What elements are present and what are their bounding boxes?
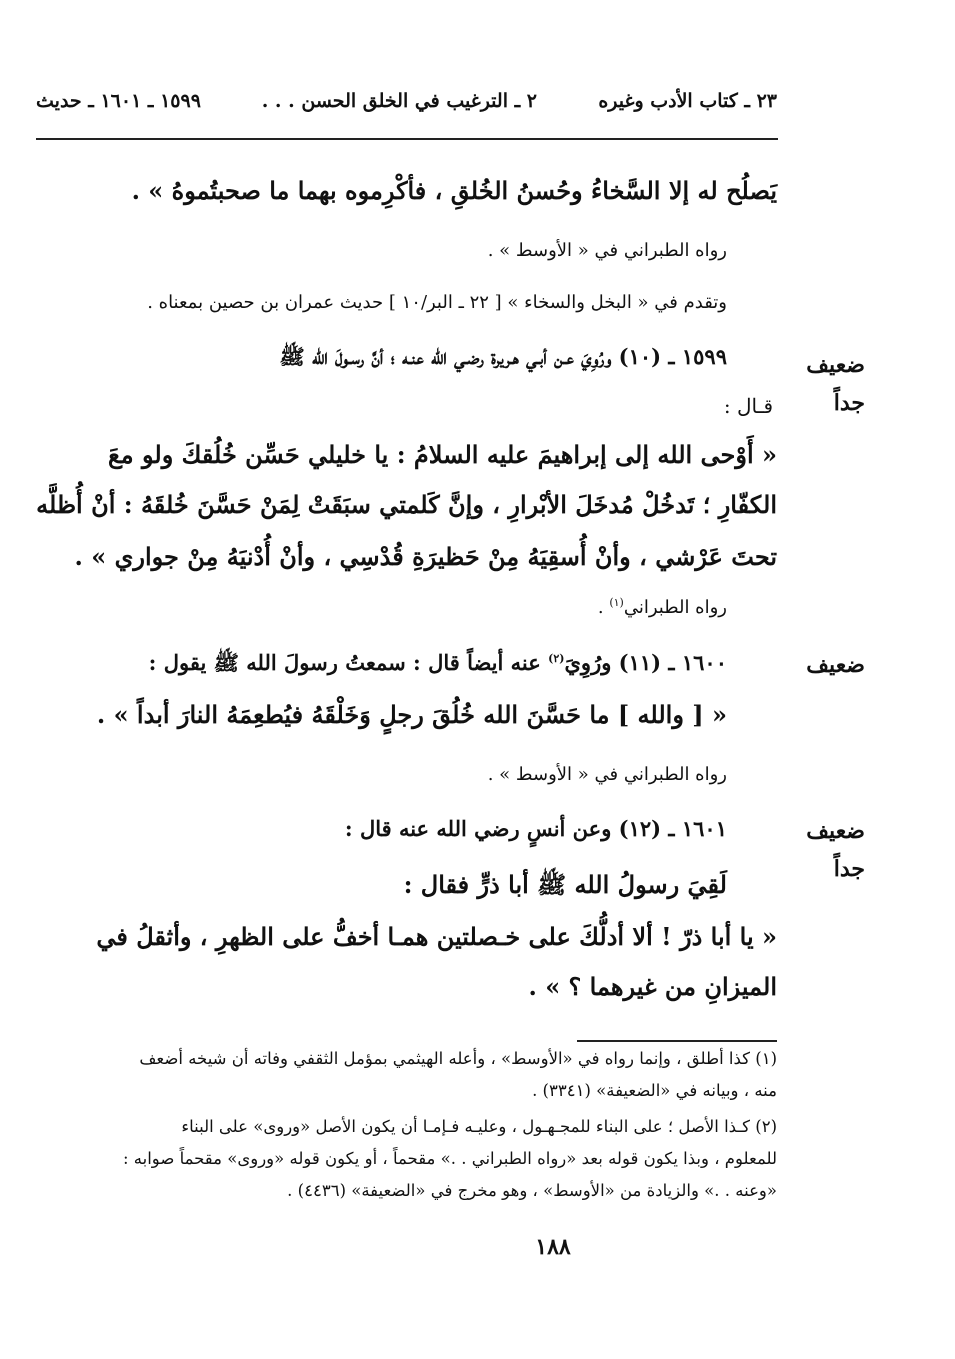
quote-line: الكفّارِ ؛ تَدخُلْ مُدخَلَ الأبْرارِ ، وإنَّ كَلمتي سبَقَتْ لِمَنْ حَسَّنَ خُلقَهُ : أنْ أُظلَّه: [36, 490, 777, 519]
header-rule: [36, 138, 778, 140]
hadith-intro: عنه أيضاً قال : سمعتُ رسولَ الله ﷺ يقول :: [148, 650, 549, 675]
cross-reference: وتقدم في « البخل والسخاء » [ ٢٢ ـ البر/١٠ ] حديث عمران بن حصين بمعناه .: [147, 292, 727, 313]
source-note: رواه الطبراني في « الأوسط » .: [487, 240, 727, 261]
grade-qualifier: جداً: [833, 856, 865, 882]
source-text: رواه الطبراني: [623, 597, 727, 618]
header-chapter-title: ٢ ـ الترغيب في الخلق الحسن . . .: [261, 90, 537, 112]
footnote-rule: [577, 1040, 777, 1042]
text-line: يَصلُح له إلا السَّخاءُ وحُسنُ الخُلقِ ، فأكْرِموه بهما ما صحبتُموهُ » .: [131, 176, 777, 205]
hadith-header-1601: ١٦٠١ ـ (١٢) وعن أنسٍ رضي الله عنه قال :: [344, 816, 727, 841]
hadith-header-1599: ١٥٩٩ ـ (١٠) ورُوِيَ عـن أبـي هـريرة رضـي الله عنـه ؛ أنَّ رسـولَ الله ﷺ: [279, 344, 727, 369]
source-note: [598, 596, 727, 618]
footnote: «وعنه . .» والزيادة من «الأوسط» ، وهو مخرج في «الضعيفة» (٤٤٣٦) .: [287, 1181, 777, 1200]
footnote: للمعلوم ، وبذا يكون قوله بعد «رواه الطبراني . .» مقحماً ، أو يكون قوله «وروى» مقحماً صوابه :: [122, 1149, 777, 1168]
footnote-ref: (٢): [548, 652, 565, 665]
hadith-header-1599-cont: قـال :: [723, 394, 773, 418]
footnote: (١) كذا أطلق ، وإنما رواه في «الأوسط» ، وأعله الهيثمي بمؤمل الثقفي وفاته أن شيخه أضعف: [139, 1049, 777, 1068]
header-hadith-range: ١٥٩٩ ـ ١٦٠١ ـ حديث: [36, 90, 201, 112]
grade-label: [795, 346, 865, 422]
quote-line: الميزانِ من غيرهما ؟ » .: [528, 972, 777, 1001]
grade-word: ضعيف: [806, 818, 865, 844]
footnote: (٢) كـذا الأصل ؛ على البناء للمجـهـول ، وعليـه فـإمـا أن يكون الأصل «وروى» على البناء: [181, 1117, 777, 1136]
quote-line: « [ والله ] ما حَسَّنَ الله خُلُقَ رجلٍ وَخَلْقَهُ فيُطعِمَهُ النارَ أبداً » .: [96, 700, 727, 729]
quote-line: « أَوْحى الله إلى إبراهيمَ عليه السلامُ : يا خليلي حَسِّن خُلُقكَ ولو معَ: [108, 440, 777, 469]
grade-qualifier: جداً: [833, 390, 865, 416]
grade-label: [795, 812, 865, 888]
hadith-header-1600: [149, 650, 727, 681]
quote-line: تحتَ عَرْشي ، وأنْ أُسقِيَهُ مِنْ حَظيرَةِ قُدْسِي ، وأنْ أُدْنيَهُ مِنْ جواري » .: [74, 542, 777, 571]
footnote-ref: (١): [609, 596, 624, 609]
quote-line: لَقِيَ رسولُ الله ﷺ أبا ذرٍّ فقال :: [403, 870, 727, 899]
hadith-number: ١٦٠٠ ـ (١١) ورُوِيَ: [564, 650, 727, 675]
grade-word: ضعيف: [806, 352, 865, 378]
source-end: .: [597, 597, 610, 618]
source-note: رواه الطبراني في « الأوسط » .: [487, 764, 727, 785]
quote-line: « يا أبا ذرّ ! ألا أدلُّكَ على خـصلتين همـا أخفُّ على الظهرِ ، وأثقلُ في: [96, 922, 777, 951]
footnote: منه ، وبيانه في «الضعيفة» (٣٣٤١) .: [532, 1081, 777, 1100]
page-number: ١٨٨: [535, 1234, 571, 1260]
grade-label: ضعيف: [806, 652, 865, 678]
header-book-title: ٢٣ ـ كتاب الأدب وغيره: [598, 90, 777, 112]
